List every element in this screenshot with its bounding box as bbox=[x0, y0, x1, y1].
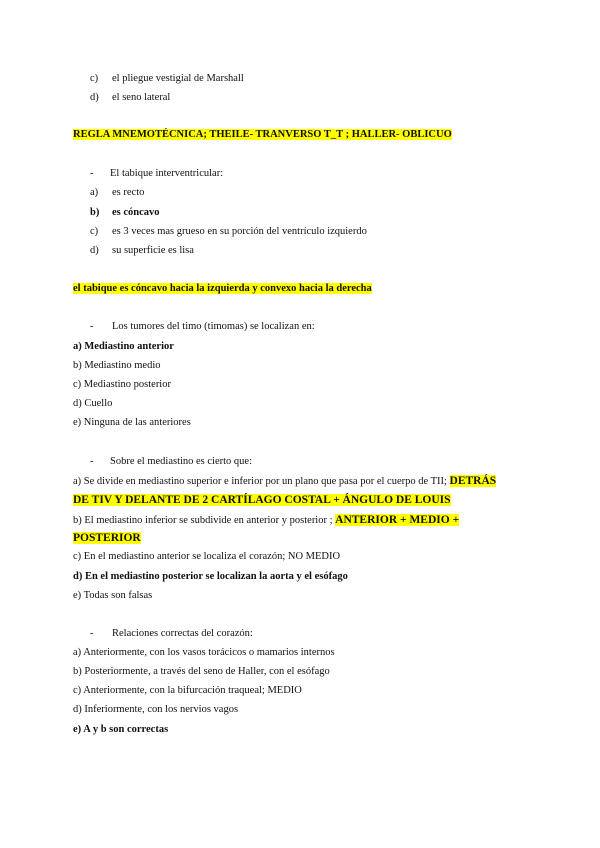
question-stem bbox=[90, 167, 223, 181]
mnemonic-rule bbox=[73, 128, 452, 142]
stem-text: Los tumores del timo (timomas) se localizan en: bbox=[112, 321, 315, 332]
stem-text: Sobre el mediastino es cierto que: bbox=[110, 456, 253, 467]
question-stem bbox=[90, 627, 253, 641]
option-c bbox=[90, 72, 244, 86]
option-text: es recto bbox=[112, 187, 145, 198]
option-c bbox=[90, 225, 367, 239]
option-c: c) Mediastino posterior bbox=[73, 379, 171, 390]
option-text: es cóncavo bbox=[112, 207, 160, 218]
question-stem bbox=[90, 320, 315, 334]
option-c: c) Anteriormente, con la bifurcación traqueal; MEDIO bbox=[73, 685, 302, 696]
bullet: - bbox=[90, 628, 94, 639]
option-e-correct: e) A y b son correctas bbox=[73, 724, 169, 735]
option-marker: c) bbox=[90, 73, 99, 84]
highlighted-text: el tabique es cóncavo hacia la izquierda y convexo hacia la derecha bbox=[73, 283, 372, 294]
explanation-note bbox=[73, 282, 372, 296]
option-text: b) El mediastino inferior se subdivide en anterior y posterior ; bbox=[73, 515, 333, 526]
option-b: b) Posteriormente, a través del seno de Haller, con el esófago bbox=[73, 666, 330, 677]
option-text: su superficie es lisa bbox=[112, 245, 194, 256]
option-marker: d) bbox=[90, 245, 99, 256]
option-text: a) Se divide en mediastino superior e inferior por un plano que pasa por el cuerpo de TII; bbox=[73, 476, 447, 487]
option-text: el seno lateral bbox=[112, 92, 171, 103]
option-marker: d) bbox=[90, 92, 99, 103]
option-a-continuation bbox=[73, 493, 451, 507]
option-b-continuation bbox=[73, 531, 141, 545]
option-d: d) Cuello bbox=[73, 398, 113, 409]
option-a bbox=[73, 474, 496, 489]
option-b-correct bbox=[90, 206, 160, 220]
bullet: - bbox=[90, 321, 94, 332]
bullet: - bbox=[90, 168, 94, 179]
bullet: - bbox=[90, 456, 94, 467]
option-c: c) En el mediastino anterior se localiza el corazón; NO MEDIO bbox=[73, 551, 341, 562]
option-a-correct: a) Mediastino anterior bbox=[73, 341, 174, 352]
stem-text: El tabique interventricular: bbox=[110, 168, 224, 179]
option-marker: b) bbox=[90, 207, 100, 218]
highlighted-correction: DE TIV Y DELANTE DE 2 CARTÍLAGO COSTAL + ÁNGULO DE LOUIS bbox=[73, 494, 451, 506]
highlighted-correction: DETRÁS bbox=[449, 475, 497, 487]
option-marker: a) bbox=[90, 187, 99, 198]
option-d bbox=[90, 91, 170, 105]
option-marker: c) bbox=[90, 226, 99, 237]
option-b: b) Mediastino medio bbox=[73, 360, 161, 371]
option-d bbox=[90, 244, 194, 258]
option-a bbox=[90, 186, 144, 200]
highlighted-correction: ANTERIOR + MEDIO + bbox=[335, 514, 460, 526]
highlighted-correction: POSTERIOR bbox=[73, 532, 141, 544]
option-d-correct: d) En el mediastino posterior se localizan la aorta y el esófago bbox=[73, 571, 348, 582]
option-d: d) Inferiormente, con los nervios vagos bbox=[73, 704, 239, 715]
stem-text: Relaciones correctas del corazón: bbox=[112, 628, 253, 639]
option-text: el pliegue vestigial de Marshall bbox=[112, 73, 244, 84]
option-a: a) Anteriormente, con los vasos torácicos o mamarios internos bbox=[73, 647, 335, 658]
option-e: e) Todas son falsas bbox=[73, 590, 153, 601]
question-stem bbox=[90, 455, 252, 469]
option-text: es 3 veces mas grueso en su porción del ventrículo izquierdo bbox=[112, 226, 367, 237]
option-b bbox=[73, 513, 459, 528]
option-e: e) Ninguna de las anteriores bbox=[73, 417, 191, 428]
highlighted-text: REGLA MNEMOTÉCNICA; THEILE- TRANVERSO T_T ; HALLER- OBLICUO bbox=[73, 129, 452, 140]
